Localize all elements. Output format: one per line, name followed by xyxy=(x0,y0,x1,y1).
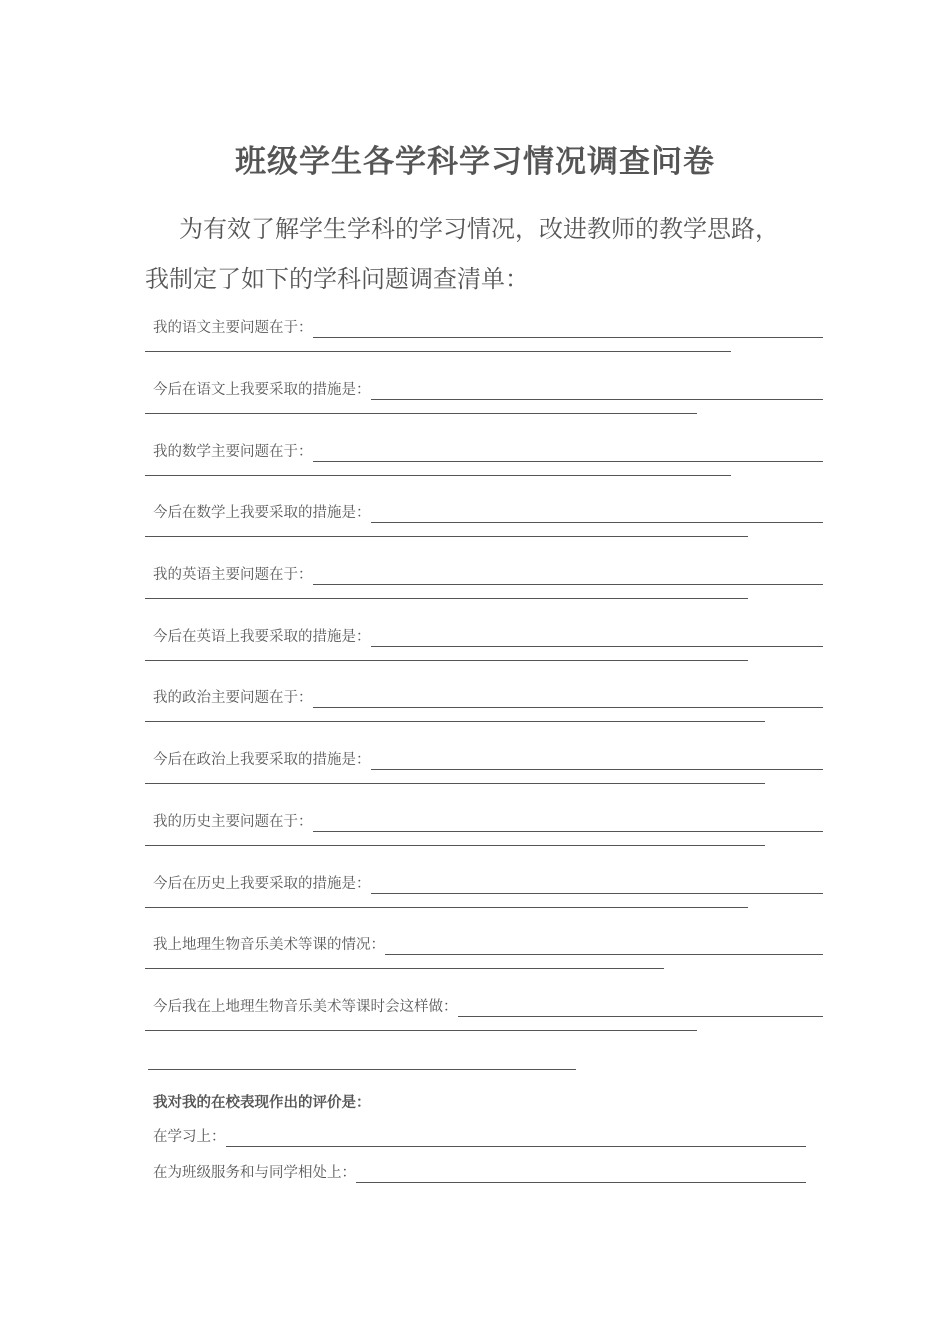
answer-line-continuation[interactable] xyxy=(145,721,765,722)
question-label: 我的数学主要问题在于： xyxy=(153,444,313,460)
answer-line[interactable] xyxy=(356,1182,806,1183)
question-politics-problem xyxy=(145,688,823,734)
intro-line-1 xyxy=(145,204,825,254)
intro-line-2: 我制定了如下的学科问题调查清单： xyxy=(145,265,529,293)
answer-line[interactable] xyxy=(458,1016,824,1017)
answer-line-continuation[interactable] xyxy=(145,351,731,352)
answer-line[interactable] xyxy=(371,522,824,523)
question-label: 今后我在上地理生物音乐美术等课时会这样做： xyxy=(153,999,458,1015)
answer-line-continuation[interactable] xyxy=(145,413,697,414)
answer-line-continuation[interactable] xyxy=(145,1030,697,1031)
answer-line[interactable] xyxy=(371,646,824,647)
question-label: 今后在历史上我要采取的措施是： xyxy=(153,876,371,892)
answer-line-continuation[interactable] xyxy=(145,783,765,784)
question-label: 今后在政治上我要采取的措施是： xyxy=(153,752,371,768)
question-label: 今后在英语上我要采取的措施是： xyxy=(153,629,371,645)
evaluation-study xyxy=(153,1127,806,1147)
answer-line[interactable] xyxy=(313,707,824,708)
answer-line[interactable] xyxy=(313,584,824,585)
question-other-subjects-status xyxy=(145,935,823,981)
evaluation-label: 在学习上： xyxy=(153,1129,226,1145)
answer-line[interactable] xyxy=(313,831,824,832)
question-label: 今后在语文上我要采取的措施是： xyxy=(153,382,371,398)
extra-answer-line[interactable] xyxy=(148,1069,576,1070)
page-title: 班级学生各学科学习情况调查问卷 xyxy=(235,144,715,180)
question-chinese-problem xyxy=(145,318,823,364)
answer-line-continuation[interactable] xyxy=(145,598,748,599)
answer-line[interactable] xyxy=(371,399,824,400)
answer-line[interactable] xyxy=(313,337,824,338)
evaluation-label: 在为班级服务和与同学相处上： xyxy=(153,1165,356,1181)
intro-paragraph xyxy=(145,204,825,304)
question-english-measures xyxy=(145,627,823,673)
answer-line-continuation[interactable] xyxy=(145,660,748,661)
question-label: 今后在数学上我要采取的措施是： xyxy=(153,505,371,521)
answer-line-continuation[interactable] xyxy=(145,475,731,476)
question-label: 我的历史主要问题在于： xyxy=(153,814,313,830)
question-english-problem xyxy=(145,565,823,611)
question-other-subjects-plan xyxy=(145,997,823,1043)
answer-line-continuation[interactable] xyxy=(145,536,748,537)
question-math-problem xyxy=(145,442,823,488)
evaluation-class-service xyxy=(153,1163,806,1183)
answer-line[interactable] xyxy=(371,769,824,770)
answer-line[interactable] xyxy=(226,1146,807,1147)
question-history-problem xyxy=(145,812,823,858)
question-label: 我的英语主要问题在于： xyxy=(153,567,313,583)
answer-line[interactable] xyxy=(385,954,823,955)
question-politics-measures xyxy=(145,750,823,796)
evaluation-heading: 我对我的在校表现作出的评价是： xyxy=(153,1094,371,1111)
answer-line[interactable] xyxy=(371,893,824,894)
intro-text-1: 为有效了解学生学科的学习情况，改进教师的教学思路， xyxy=(179,215,779,243)
answer-line[interactable] xyxy=(313,461,824,462)
answer-line-continuation[interactable] xyxy=(145,907,748,908)
answer-line-continuation[interactable] xyxy=(145,845,765,846)
question-math-measures xyxy=(145,503,823,549)
question-label: 我的语文主要问题在于： xyxy=(153,320,313,336)
question-label: 我上地理生物音乐美术等课的情况： xyxy=(153,937,385,953)
question-history-measures xyxy=(145,874,823,920)
answer-line-continuation[interactable] xyxy=(145,968,664,969)
question-label: 我的政治主要问题在于： xyxy=(153,690,313,706)
question-chinese-measures xyxy=(145,380,823,426)
